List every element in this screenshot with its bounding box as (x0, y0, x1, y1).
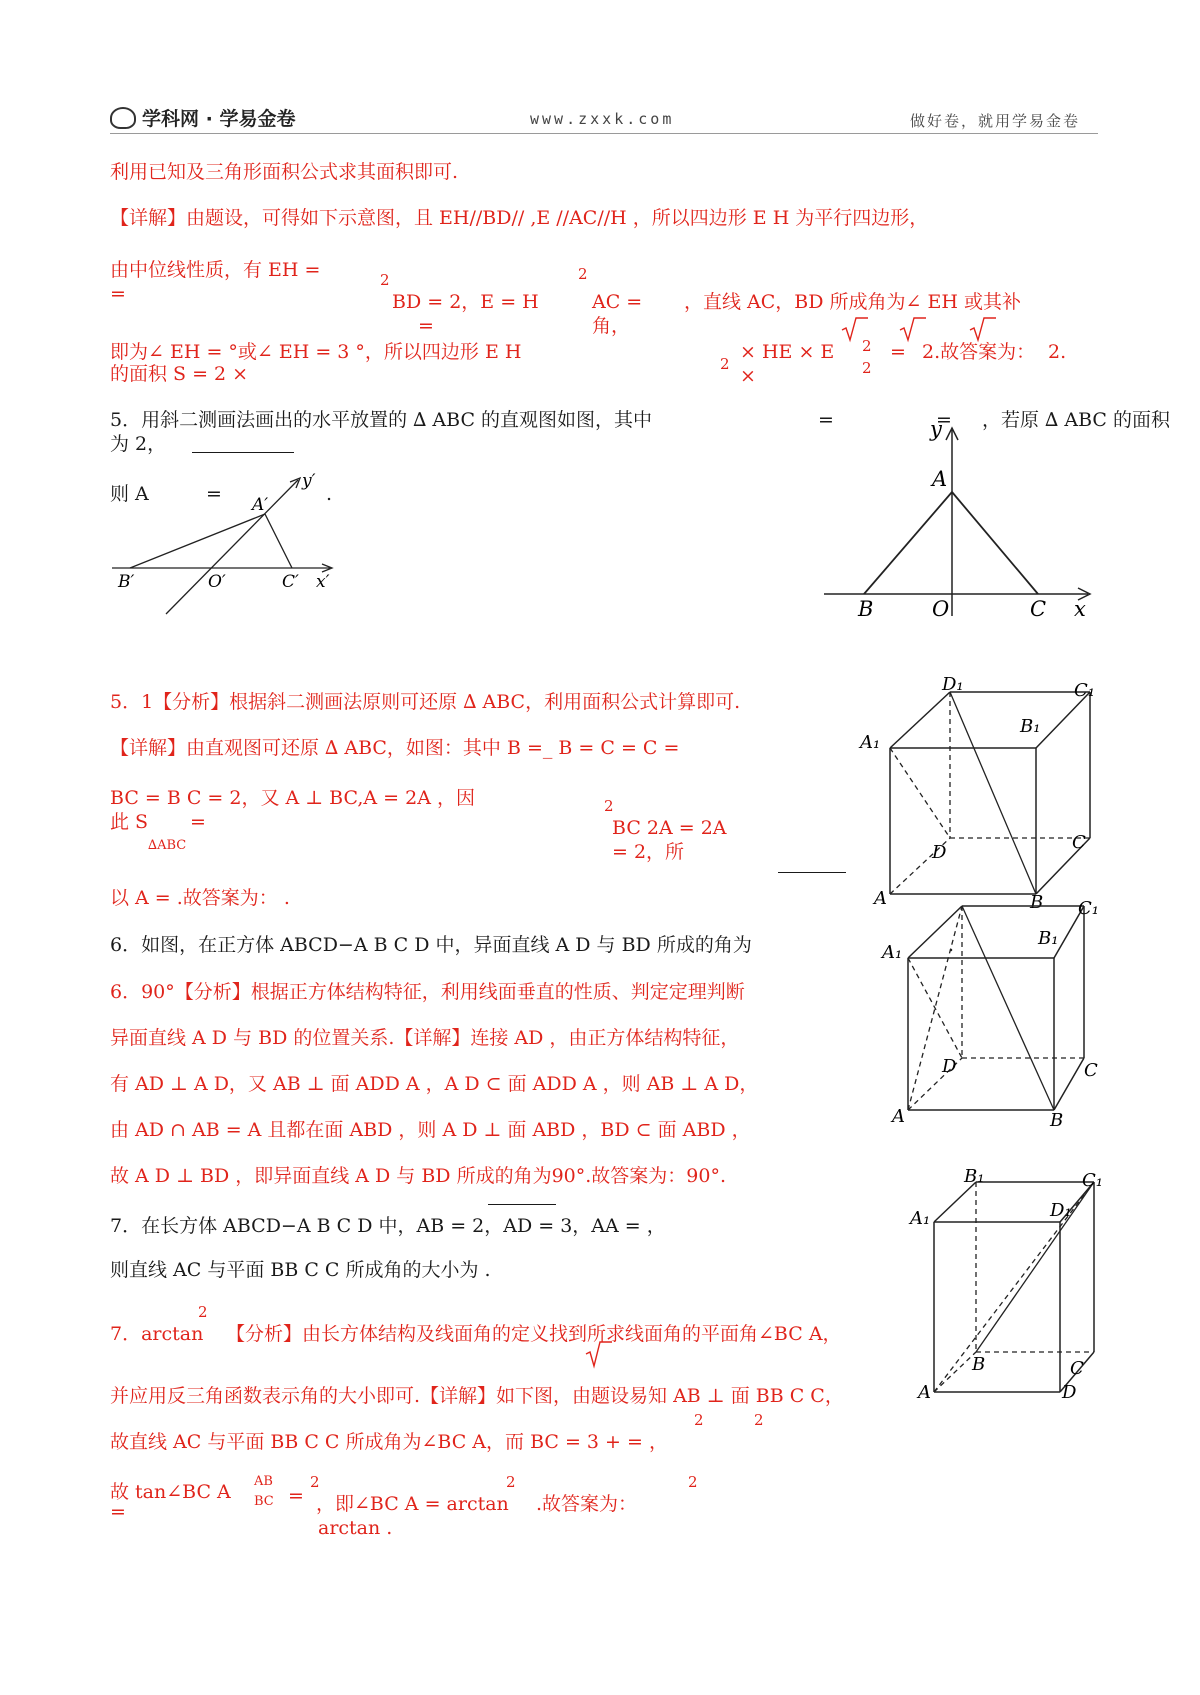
box-label-b: B (972, 1354, 986, 1375)
q7-detail-3: 故 tan∠BC A (110, 1481, 231, 1503)
q4-times: × (740, 365, 756, 387)
header-slogan: 做好卷，就用学易金卷 (910, 112, 1081, 130)
q4-frac-c: 2 (862, 359, 872, 377)
cube1-label-a1: A₁ (860, 732, 881, 753)
cube2-label-c: C (1084, 1060, 1098, 1081)
cube-figure-2 (882, 898, 1100, 1131)
box-label-c1: C₁ (1082, 1170, 1103, 1191)
q7-detail-3-eq: = (110, 1501, 126, 1523)
cube1-label-b1: B₁ (1020, 716, 1041, 737)
cube-figure-1 (860, 674, 1100, 913)
q7-stem-1: 7．在长方体 ABCD−A B C D 中，AB = 2，AD = 3，AA = ， (110, 1215, 666, 1237)
cube1-label-c: C (1072, 832, 1086, 853)
cube2-label-a1: A₁ (882, 942, 903, 963)
restored-triangle-figure (820, 417, 1100, 621)
sqrt-symbol-q7 (584, 1340, 614, 1370)
q7-sup-4: 2 (506, 1473, 516, 1491)
q6-detail-4: 故 A D ⊥ BD ，即异面直线 A D 与 BD 所成的角为90°.故答案为：90°. (110, 1165, 726, 1187)
box-label-a: A (918, 1382, 931, 1403)
q4-detail-angle: ，直线 AC，BD 所成角为∠ EH 或其补 (684, 291, 1021, 313)
q6-detail-1: 异面直线 A D 与 BD 的位置关系.【详解】连接 AD ，由正方体结构特征， (110, 1027, 740, 1049)
cube2-label-b: B (1050, 1110, 1064, 1131)
q5-detail-2: BC = B C = 2，又 A ⊥ BC,A = 2A ，因 (110, 787, 475, 809)
cube2-label-a: A (892, 1106, 905, 1127)
q7-detail-3b: ，即∠BC A = arctan (316, 1493, 509, 1515)
q5-stem-1: 5．用斜二测画法画出的水平放置的 ∆ ABC 的直观图如图，其中 (110, 409, 653, 431)
oblique-label-x: x′ (316, 572, 330, 592)
triangle-label-b: B (858, 597, 874, 621)
triangle-label-c: C (1030, 597, 1047, 621)
q5-detail-6: 以 A = .故答案为： . (110, 887, 290, 909)
box-figure (910, 1166, 1103, 1403)
q4-eq: = (110, 283, 126, 305)
q6-stem-end: . (948, 934, 955, 956)
q7-sup-2: 2 (754, 1411, 764, 1429)
cube1-label-d: D (932, 842, 947, 863)
logo-text: 学科网 · 学易金卷 (142, 108, 296, 130)
q5-blank-1 (192, 452, 294, 453)
q7-detail-3-eq2: = (288, 1485, 304, 1507)
q5-stem-2: 为 2， (110, 433, 167, 455)
q4-answer-val: 2. (1048, 341, 1067, 363)
oblique-label-o: O′ (208, 572, 226, 592)
site-logo (110, 104, 295, 131)
q5-stem-eq2: = (936, 409, 952, 431)
q7-detail-1: 并应用反三角函数表示角的大小即可.【详解】如下图，由题设易知 AB ⊥ 面 BB C C， (110, 1385, 844, 1407)
oblique-view-figure (108, 470, 338, 620)
q4-hexe: × HE × E (740, 341, 835, 363)
q4-detail-line-2: 由中位线性质，有 EH = (110, 259, 321, 281)
q4-detail-ac: AC = (592, 291, 643, 313)
q4-analysis-line: 利用已知及三角形面积公式求其面积即可. (110, 161, 459, 183)
cube1-label-c1: C₁ (1074, 680, 1095, 701)
triangle-label-a: A (932, 467, 948, 491)
q4-frac-b: 2 (862, 337, 872, 355)
box-label-a1: A₁ (910, 1208, 931, 1229)
q5-stem-3-end: . (326, 483, 333, 505)
q7-sup-3: 2 (310, 1473, 320, 1491)
cube1-label-b: B (1030, 892, 1044, 913)
q5-triangle-sub: ∆ABC (148, 838, 187, 853)
q4-eq-2: = (418, 315, 434, 337)
triangle-label-o: O (932, 597, 950, 621)
oblique-label-a: A′ (252, 495, 269, 515)
q5-detail-3-eq: = (190, 811, 206, 833)
cube1-label-d1: D₁ (942, 674, 964, 695)
q5-stem-3-eq: = (206, 483, 222, 505)
cube2-label-c1: C₁ (1078, 898, 1099, 919)
site-url: www.zxxk.com (530, 110, 675, 128)
q5-detail-5: = 2，所 (612, 841, 685, 863)
logo-icon (110, 107, 136, 129)
sqrt-symbols (840, 316, 1000, 346)
q4-detail-line-1: 【详解】由题设，可得如下示意图，且 EH//BD// ,E //AC//H ，所以四边形 E H 为平行四边形， (110, 207, 929, 229)
q7-stem-2: 则直线 AC 与平面 BB C C 所成角的大小为 . (110, 1259, 491, 1281)
q5-stem-eq1: = (818, 409, 834, 431)
q7-detail-3c: .故答案为： (536, 1493, 638, 1515)
q4-detail-bd: BD = 2，E = H (392, 291, 539, 313)
q5-frac-num: 2 (604, 797, 614, 815)
q5-detail-3: 此 S (110, 811, 149, 833)
oblique-label-y: y′ (302, 471, 316, 491)
header-divider (110, 133, 1098, 134)
box-label-d1: D₁ (1050, 1200, 1072, 1221)
q7-analysis: 【分析】由长方体结构及线面角的定义找到所求线面角的平面角∠BC A， (226, 1323, 842, 1345)
q7-sup-1: 2 (694, 1411, 704, 1429)
box-label-c: C (1070, 1358, 1084, 1379)
q4-supp: 角， (592, 315, 631, 337)
q4-frac-a: 2 (720, 355, 730, 373)
q7-frac-den: BC (254, 1494, 274, 1509)
q5-stem-3: 则 A (110, 483, 149, 505)
q5-stem-end: ，若原 ∆ ABC 的面积 (982, 409, 1170, 431)
q5-blank-2 (778, 872, 846, 873)
cube2-label-d: D (942, 1056, 957, 1077)
q6-stem: 6．如图，在正方体 ABCD−A B C D 中，异面直线 A D 与 BD 所成的角为 (110, 934, 752, 956)
q7-frac-num: AB (254, 1474, 273, 1489)
q4-detail-line-3: 即为∠ EH = °或∠ EH = 3 °，所以四边形 E H (110, 341, 522, 363)
q5-detail-1: 【详解】由直观图可还原 ∆ ABC，如图：其中 B =_ B = C = C = (110, 737, 680, 759)
q4-answer: 2.故答案为： (922, 341, 1036, 363)
q4-frac-den: 2 (380, 271, 390, 289)
q7-final: arctan . (318, 1517, 393, 1539)
ab-overline (488, 1204, 556, 1205)
q5-analysis: 5．1【分析】根据斜二测画法原则可还原 ∆ ABC，利用面积公式计算即可. (110, 691, 741, 713)
q6-detail-3: 由 AD ∩ AB = A 且都在面 ABD ，则 A D ⊥ 面 ABD ，BD ⊂ 面 ABD ， (110, 1119, 751, 1141)
q7-answer-sup: 2 (198, 1303, 208, 1321)
oblique-label-b: B′ (118, 572, 135, 592)
q6-analysis: 6．90°【分析】根据正方体结构特征，利用线面垂直的性质、判定定理判断 (110, 981, 745, 1003)
box-label-b1: B₁ (964, 1166, 985, 1187)
oblique-label-c: C′ (282, 572, 299, 592)
q7-sup-5: 2 (688, 1473, 698, 1491)
cube2-label-b1: B₁ (1038, 928, 1059, 949)
q7-detail-2: 故直线 AC 与平面 BB C C 所成角为∠BC A，而 BC = 3 + = ， (110, 1431, 668, 1453)
triangle-label-x: x (1074, 597, 1086, 621)
cube1-label-a: A (874, 888, 887, 909)
q4-frac-den-2: 2 (578, 265, 588, 283)
q7-answer-arctan: 7．arctan (110, 1323, 204, 1345)
q4-area: 的面积 S = 2 × (110, 363, 249, 385)
box-label-d: D (1062, 1382, 1077, 1403)
q5-detail-4: BC 2A = 2A (612, 817, 727, 839)
q4-eq-3: = (890, 341, 906, 363)
triangle-label-y: y (930, 417, 942, 441)
q6-detail-2: 有 AD ⊥ A D，又 AB ⊥ 面 ADD A ，A D ⊂ 面 ADD A ，则 AB ⊥ A D， (110, 1073, 759, 1095)
